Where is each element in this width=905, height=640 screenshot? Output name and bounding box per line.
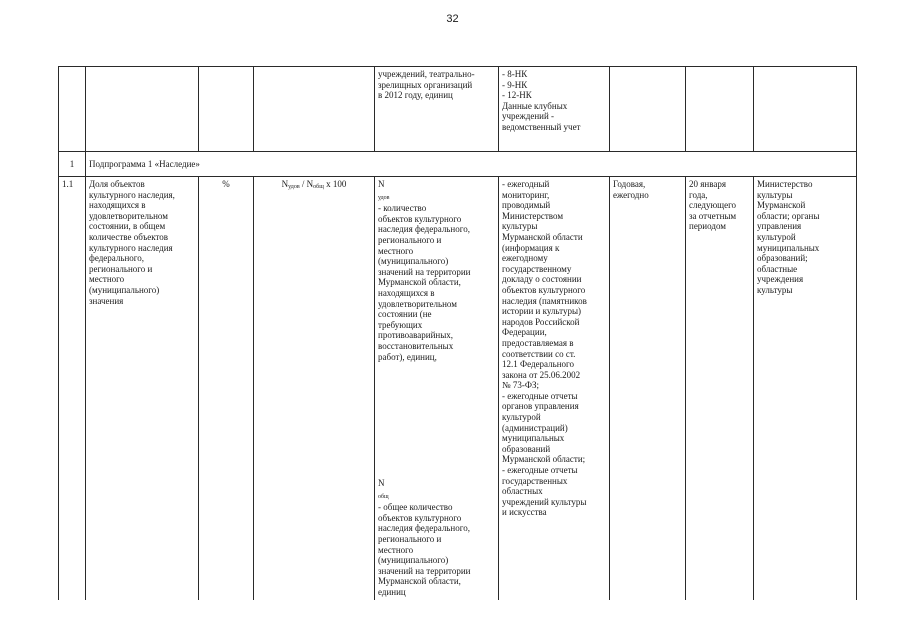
text-line: - 12-НК (502, 90, 532, 101)
text-line: Данные клубных (502, 100, 568, 111)
text-line: - 9-НК (502, 79, 528, 90)
text-line: управления (757, 221, 802, 232)
page-number: 32 (446, 13, 459, 25)
text-line: противоаварийных, (378, 330, 454, 341)
text-line: местного (89, 274, 125, 285)
text-line: объектов культурного (502, 284, 586, 295)
text-line: (муниципального) (89, 284, 160, 295)
text-line: образований (502, 443, 551, 454)
text-line: Федерации, (502, 327, 547, 338)
text-line: областных (502, 486, 543, 497)
table-cell (754, 67, 857, 152)
table-cell (254, 67, 375, 152)
text-line: Мурманской области, (378, 277, 461, 288)
text-line: единиц (378, 587, 406, 598)
text-line: объектов культурного (378, 512, 462, 523)
text-line: соответствии со ст. (502, 348, 576, 359)
text-line: работ), единиц, (378, 351, 437, 362)
text-line: наследия федерального, (378, 224, 470, 235)
text-line: области; органы (757, 210, 820, 221)
indicator-formula: $N_{удов} / N_{общ}$ х 100 (254, 177, 375, 600)
text-line: - ежегодные отчеты (502, 390, 578, 401)
text-line: восстановительных (378, 340, 454, 351)
text-line: Годовая, (613, 179, 646, 189)
text-line: местного (378, 245, 414, 256)
text-line: народов Российской (502, 316, 580, 327)
text-line: государственных (502, 475, 568, 486)
indicator-table (58, 66, 857, 600)
table-cell (59, 67, 86, 152)
text-line: Министерством (502, 210, 564, 221)
text-line: регионального и (378, 534, 442, 545)
text-line: и искусства (502, 507, 547, 518)
text-line: удовлетворительном (378, 298, 457, 309)
text-line: года, (689, 189, 708, 200)
text-line: Мурманской области (502, 231, 583, 242)
text-line: - ежегодный (502, 179, 550, 189)
indicator-unit: % (199, 177, 254, 600)
text-line: культурой (757, 231, 796, 242)
table-row-indicator (59, 177, 857, 600)
text-line: - ежегодные отчеты (502, 465, 578, 476)
text-line: Мурманской области; (502, 454, 586, 465)
text-line: истории и культуры) (502, 306, 582, 317)
text-line: состоянии, в общем (89, 221, 166, 232)
text-line: 12.1 Федерального (502, 359, 575, 370)
section-number: 1 (59, 152, 86, 177)
table-cell (86, 67, 199, 152)
text-line: ведомственный учет (502, 121, 581, 132)
text-line: периодом (689, 221, 726, 232)
text-line: (муниципального) (378, 256, 449, 267)
text-line: удовлетворительном (89, 210, 168, 221)
definition-denominator: N $_{общ}$ - общее количество объектов культурного наследия федерального, регионального и местного (муниципального) значений на территории Мурманской области, единиц (378, 478, 495, 598)
text-line: - 8-НК (502, 69, 528, 79)
text-line: государственному (502, 263, 572, 274)
text-line: культурного наследия, (89, 189, 175, 200)
text-line: ежегодному (502, 253, 548, 264)
table-row-continuation (59, 67, 857, 152)
text-line: значений на территории (378, 266, 471, 277)
text-line: (администраций) (502, 422, 568, 433)
text-line: мониторинг, (502, 189, 550, 200)
text-line: 20 января (689, 179, 726, 189)
text-line: органов управления (502, 401, 579, 412)
text-line: областные (757, 263, 798, 274)
text-line: культуры (502, 221, 538, 232)
text-line: федерального, (89, 253, 144, 264)
text-line: № 73-ФЗ; (502, 380, 539, 391)
text-line: культурой (502, 412, 541, 423)
text-line: наследия (памятников (502, 295, 587, 306)
text-line: (муниципального) (378, 555, 449, 566)
text-line: находящихся в (378, 287, 435, 298)
text-line: (информация к (502, 242, 560, 253)
indicator-number: 1.1 (59, 177, 86, 600)
text-line: Мурманской области, (378, 576, 461, 587)
text-line: Министерство (757, 179, 813, 189)
section-title: Подпрограмма 1 «Наследие» (86, 152, 857, 177)
text-line: учреждения (757, 274, 804, 285)
table-cell (686, 67, 754, 152)
text-line: Доля объектов (89, 179, 145, 189)
text-line: регионального и (89, 263, 153, 274)
text-line: образований; (757, 253, 808, 264)
indicator-definitions (375, 177, 499, 600)
indicator-name (86, 177, 199, 600)
text-line: состоянии (не (378, 309, 432, 320)
indicator-responsible (754, 177, 857, 600)
text-line: наследия федерального, (378, 523, 470, 534)
text-line: культуры (757, 284, 793, 295)
text-line: объектов культурного (378, 213, 462, 224)
text-line: проводимый (502, 200, 551, 211)
text-line: учреждений культуры (502, 496, 587, 507)
continuation-source-cell (499, 67, 610, 152)
text-line: предоставляемая в (502, 337, 574, 348)
text-line: следующего (689, 200, 737, 211)
continuation-description-cell (375, 67, 499, 152)
text-line: находящихся в (89, 200, 146, 211)
text-line: в 2012 году, единиц (378, 90, 453, 101)
text-line: значений на территории (378, 565, 471, 576)
text-line: требующих (378, 319, 423, 330)
text-line: местного (378, 544, 414, 555)
text-line: муниципальных (757, 242, 820, 253)
text-line: ежегодно (613, 189, 649, 200)
text-line: учреждений, театрально- (378, 69, 475, 79)
text-line: муниципальных (502, 433, 565, 444)
table-cell (610, 67, 686, 152)
definition-numerator: N $_{удов}$ - количество объектов культурного наследия федерального, регионального и местного (муниципального) значений на территории Мурманской области, находящихся в удовлетворительном состоянии (не требующих противоаварийных, восстановительных работ), единиц, (378, 179, 495, 362)
text-line: культурного наследия (89, 242, 173, 253)
text-line: докладу о состоянии (502, 274, 582, 285)
indicator-deadline (686, 177, 754, 600)
indicator-source (499, 177, 610, 600)
text-line: значения (89, 295, 124, 306)
text-line: Мурманской (757, 200, 806, 211)
text-line: количестве объектов (89, 231, 169, 242)
text-line: зрелищных организаций (378, 79, 473, 90)
text-line: за отчетным (689, 210, 737, 221)
text-line: культуры (757, 189, 793, 200)
text-line: закона от 25.06.2002 (502, 369, 581, 380)
table-row-section (59, 152, 857, 177)
text-line: учреждений - (502, 111, 555, 122)
indicator-periodicity (610, 177, 686, 600)
text-line: регионального и (378, 234, 442, 245)
table-cell (199, 67, 254, 152)
